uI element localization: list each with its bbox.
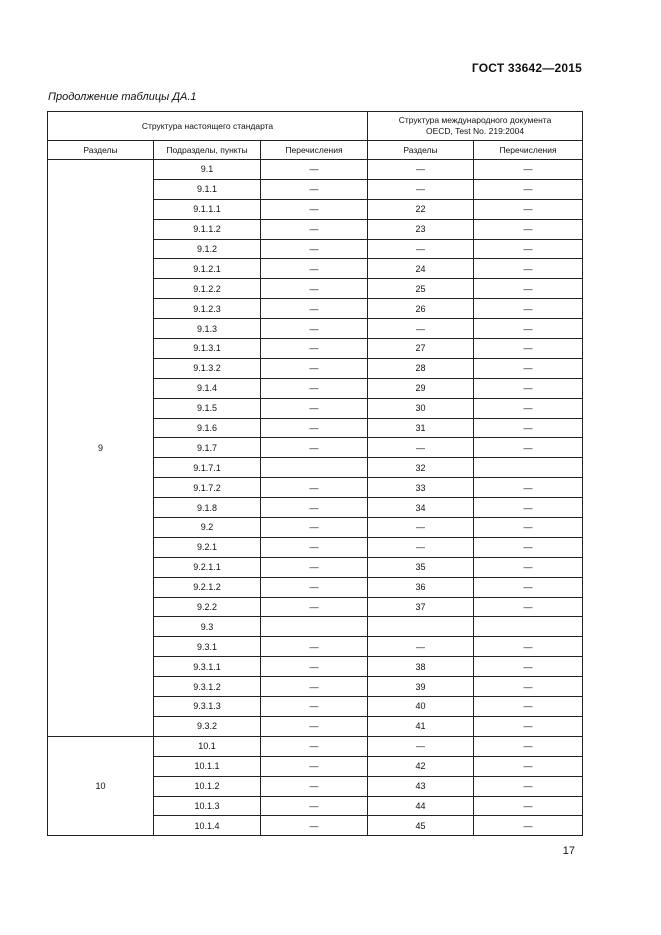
intl-section-cell: 25: [368, 279, 474, 299]
enumeration-cell: —: [261, 179, 368, 199]
intl-enumeration-cell: —: [474, 239, 583, 259]
intl-enumeration-cell: —: [474, 796, 583, 816]
intl-section-cell: 22: [368, 199, 474, 219]
intl-enumeration-cell: —: [474, 398, 583, 418]
enumeration-cell: —: [261, 637, 368, 657]
intl-enumeration-cell: —: [474, 279, 583, 299]
enumeration-cell: —: [261, 418, 368, 438]
intl-section-cell: 40: [368, 697, 474, 717]
subsection-cell: 9.1.8: [154, 498, 261, 518]
column-header: Перечисления: [474, 141, 583, 160]
subsection-cell: 10.1.4: [154, 816, 261, 836]
intl-section-cell: —: [368, 736, 474, 756]
enumeration-cell: —: [261, 816, 368, 836]
intl-enumeration-cell: —: [474, 736, 583, 756]
subsection-cell: 9.1.7.2: [154, 478, 261, 498]
intl-enumeration-cell: [474, 617, 583, 637]
intl-section-cell: 30: [368, 398, 474, 418]
enumeration-cell: [261, 617, 368, 637]
intl-section-cell: 23: [368, 219, 474, 239]
intl-enumeration-cell: —: [474, 498, 583, 518]
intl-enumeration-cell: —: [474, 358, 583, 378]
international-header-line2: OECD, Test No. 219:2004: [425, 126, 525, 136]
table-row: [48, 160, 583, 180]
intl-enumeration-cell: —: [474, 677, 583, 697]
subsection-cell: 9.3.2: [154, 716, 261, 736]
subsection-cell: 9.3: [154, 617, 261, 637]
intl-section-cell: —: [368, 518, 474, 538]
subsection-cell: 9.1.7: [154, 438, 261, 458]
intl-section-cell: 36: [368, 577, 474, 597]
intl-enumeration-cell: —: [474, 160, 583, 180]
enumeration-cell: —: [261, 378, 368, 398]
subsection-cell: 9.1.2: [154, 239, 261, 259]
subsection-cell: 9.1: [154, 160, 261, 180]
subsection-cell: 9.2.1.1: [154, 557, 261, 577]
enumeration-cell: —: [261, 319, 368, 339]
national-structure-header: Структура настоящего стандарта: [48, 112, 368, 141]
intl-section-cell: 24: [368, 259, 474, 279]
enumeration-cell: —: [261, 796, 368, 816]
intl-section-cell: [368, 617, 474, 637]
intl-enumeration-cell: —: [474, 199, 583, 219]
enumeration-cell: —: [261, 299, 368, 319]
intl-enumeration-cell: —: [474, 378, 583, 398]
subsection-cell: 9.1.3.2: [154, 358, 261, 378]
intl-section-cell: 32: [368, 458, 474, 478]
intl-section-cell: 44: [368, 796, 474, 816]
subsection-cell: 9.3.1.1: [154, 657, 261, 677]
column-header: Разделы: [368, 141, 474, 160]
intl-section-cell: —: [368, 179, 474, 199]
enumeration-cell: [261, 458, 368, 478]
document-code: ГОСТ 33642—2015: [471, 61, 582, 75]
enumeration-cell: —: [261, 478, 368, 498]
intl-section-cell: 33: [368, 478, 474, 498]
enumeration-cell: —: [261, 438, 368, 458]
subsection-cell: 9.1.3: [154, 319, 261, 339]
enumeration-cell: —: [261, 736, 368, 756]
intl-section-cell: —: [368, 239, 474, 259]
intl-enumeration-cell: —: [474, 179, 583, 199]
intl-enumeration-cell: —: [474, 597, 583, 617]
subsection-cell: 10.1: [154, 736, 261, 756]
international-structure-header: [368, 112, 583, 141]
intl-enumeration-cell: —: [474, 776, 583, 796]
intl-enumeration-cell: —: [474, 339, 583, 359]
enumeration-cell: —: [261, 339, 368, 359]
intl-enumeration-cell: —: [474, 219, 583, 239]
intl-enumeration-cell: —: [474, 716, 583, 736]
enumeration-cell: —: [261, 697, 368, 717]
enumeration-cell: —: [261, 358, 368, 378]
intl-section-cell: 37: [368, 597, 474, 617]
enumeration-cell: —: [261, 677, 368, 697]
subsection-cell: 9.2.2: [154, 597, 261, 617]
subsection-cell: 9.3.1.3: [154, 697, 261, 717]
table-row: [48, 736, 583, 756]
table-caption: Продолжение таблицы ДА.1: [48, 91, 197, 103]
intl-enumeration-cell: —: [474, 299, 583, 319]
subsection-cell: 10.1.3: [154, 796, 261, 816]
subsection-cell: 9.1.6: [154, 418, 261, 438]
table-body: [48, 160, 583, 836]
enumeration-cell: —: [261, 498, 368, 518]
section-cell: 9: [48, 160, 154, 737]
intl-enumeration-cell: —: [474, 319, 583, 339]
subsection-cell: 9.1.2.2: [154, 279, 261, 299]
intl-enumeration-cell: —: [474, 518, 583, 538]
subsection-cell: 9.1.2.3: [154, 299, 261, 319]
intl-section-cell: 28: [368, 358, 474, 378]
intl-section-cell: 45: [368, 816, 474, 836]
enumeration-cell: —: [261, 597, 368, 617]
subsection-cell: 10.1.2: [154, 776, 261, 796]
intl-enumeration-cell: —: [474, 577, 583, 597]
subsection-cell: 9.1.1: [154, 179, 261, 199]
enumeration-cell: —: [261, 657, 368, 677]
enumeration-cell: —: [261, 259, 368, 279]
enumeration-cell: —: [261, 716, 368, 736]
intl-section-cell: 41: [368, 716, 474, 736]
intl-section-cell: 34: [368, 498, 474, 518]
correspondence-table: [47, 111, 583, 836]
enumeration-cell: —: [261, 557, 368, 577]
subsection-cell: 9.1.7.1: [154, 458, 261, 478]
subsection-cell: 9.2: [154, 518, 261, 538]
enumeration-cell: —: [261, 279, 368, 299]
intl-enumeration-cell: —: [474, 816, 583, 836]
subsection-cell: 9.1.1.1: [154, 199, 261, 219]
intl-enumeration-cell: —: [474, 438, 583, 458]
enumeration-cell: —: [261, 239, 368, 259]
intl-enumeration-cell: —: [474, 478, 583, 498]
subsection-cell: 9.3.1.2: [154, 677, 261, 697]
intl-section-cell: 38: [368, 657, 474, 677]
intl-section-cell: 26: [368, 299, 474, 319]
enumeration-cell: —: [261, 398, 368, 418]
page-number: 17: [562, 845, 575, 857]
intl-section-cell: 39: [368, 677, 474, 697]
enumeration-cell: —: [261, 756, 368, 776]
intl-section-cell: —: [368, 537, 474, 557]
subsection-cell: 9.1.4: [154, 378, 261, 398]
column-header: Подразделы, пункты: [154, 141, 261, 160]
intl-section-cell: 31: [368, 418, 474, 438]
section-cell: 10: [48, 736, 154, 835]
intl-enumeration-cell: —: [474, 537, 583, 557]
subsection-cell: 9.1.3.1: [154, 339, 261, 359]
enumeration-cell: —: [261, 219, 368, 239]
enumeration-cell: —: [261, 776, 368, 796]
intl-enumeration-cell: —: [474, 657, 583, 677]
subsection-cell: 9.2.1.2: [154, 577, 261, 597]
intl-section-cell: 35: [368, 557, 474, 577]
intl-section-cell: —: [368, 319, 474, 339]
intl-section-cell: 27: [368, 339, 474, 359]
intl-enumeration-cell: —: [474, 697, 583, 717]
column-header: Разделы: [48, 141, 154, 160]
subsection-cell: 9.3.1: [154, 637, 261, 657]
intl-enumeration-cell: [474, 458, 583, 478]
enumeration-cell: —: [261, 518, 368, 538]
intl-section-cell: 29: [368, 378, 474, 398]
intl-enumeration-cell: —: [474, 259, 583, 279]
subsection-cell: 9.1.2.1: [154, 259, 261, 279]
subsection-cell: 9.1.1.2: [154, 219, 261, 239]
intl-enumeration-cell: —: [474, 756, 583, 776]
intl-enumeration-cell: —: [474, 557, 583, 577]
intl-section-cell: —: [368, 637, 474, 657]
intl-enumeration-cell: —: [474, 637, 583, 657]
subsection-cell: 10.1.1: [154, 756, 261, 776]
intl-section-cell: —: [368, 160, 474, 180]
subsection-cell: 9.1.5: [154, 398, 261, 418]
subsection-cell: 9.2.1: [154, 537, 261, 557]
column-header: Перечисления: [261, 141, 368, 160]
intl-section-cell: 43: [368, 776, 474, 796]
international-header-line1: Структура международного документа: [398, 115, 552, 125]
intl-section-cell: —: [368, 438, 474, 458]
enumeration-cell: —: [261, 537, 368, 557]
enumeration-cell: —: [261, 160, 368, 180]
intl-enumeration-cell: —: [474, 418, 583, 438]
enumeration-cell: —: [261, 577, 368, 597]
enumeration-cell: —: [261, 199, 368, 219]
intl-section-cell: 42: [368, 756, 474, 776]
